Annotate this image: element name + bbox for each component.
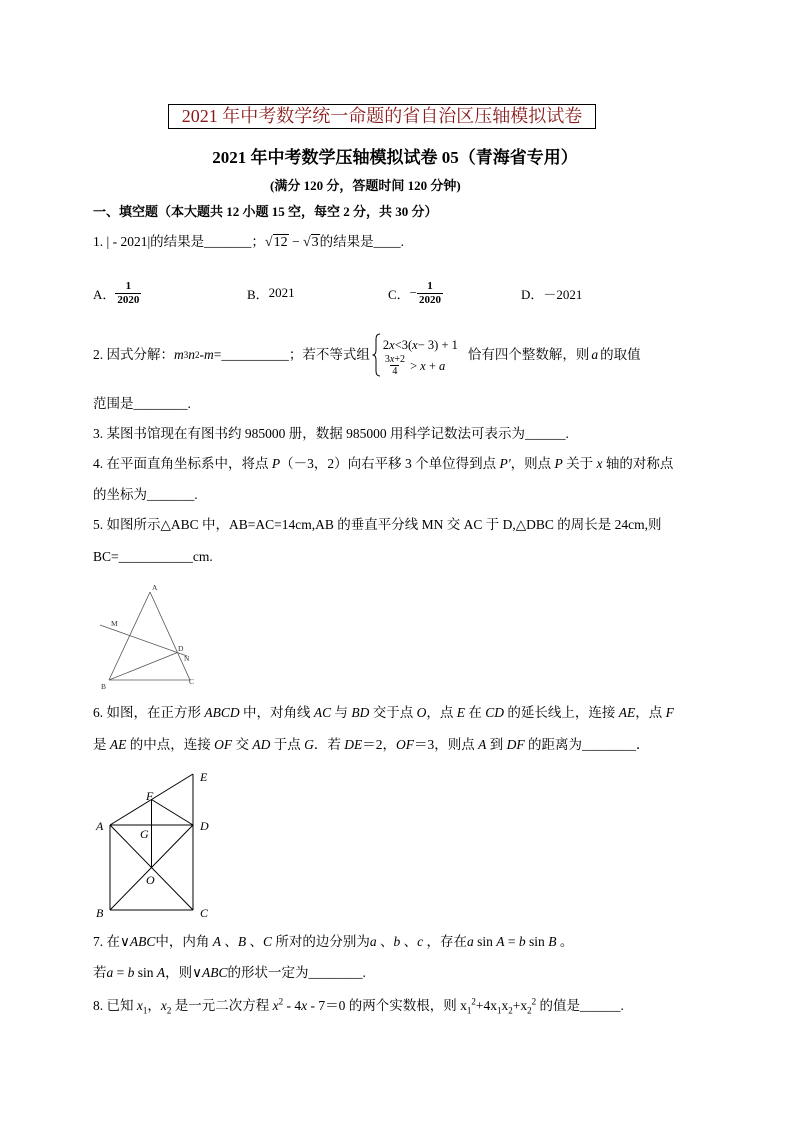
section-heading: 一、填空题（本大题共 12 小题 15 空，每空 2 分，共 30 分）	[93, 204, 438, 219]
subscript: 1	[466, 1005, 472, 1016]
option-b	[247, 278, 295, 308]
var-x: x	[420, 358, 426, 373]
question-3: 3. 某图书馆现在有图书约 985000 册，数据 985000 用科学记数法可表示为______.	[93, 426, 569, 441]
text-segment: 到	[486, 737, 507, 752]
var-x: x	[460, 998, 467, 1013]
math-segment: AE	[618, 705, 636, 720]
exam-subtitle: (满分 120 分，答题时间 120 分钟)	[270, 178, 461, 193]
denominator: 2020	[117, 293, 140, 306]
option-label: D．	[521, 286, 544, 302]
page-title: 2021 年中考数学压轴模拟试卷 05（青海省专用）	[212, 148, 578, 167]
inequality-lines	[383, 334, 458, 376]
math-segment: AE	[109, 737, 127, 752]
radical-sign: √	[302, 235, 311, 250]
var-m: m	[204, 347, 214, 362]
option-value: －2021	[543, 286, 583, 302]
math-segment: c	[417, 934, 424, 949]
text-segment: =	[113, 965, 128, 980]
text-segment: 的中点，连接	[126, 737, 215, 752]
math-segment: P	[271, 456, 281, 471]
text-segment: 的延长线上，连接	[504, 705, 619, 720]
question-4-line-1	[93, 454, 673, 474]
text-segment: 4. 在平面直角坐标系中，将点	[93, 456, 272, 471]
q1-separator: ；	[251, 234, 265, 249]
exponent: 2	[531, 996, 537, 1007]
text-segment: ，存在	[423, 934, 468, 949]
text-segment: 的值是______.	[536, 998, 624, 1013]
label-b: B	[101, 682, 107, 691]
denominator: 2020	[419, 293, 442, 306]
text-segment: ，则	[165, 965, 193, 980]
coefficient: 3	[384, 354, 390, 365]
coefficient: 2	[382, 337, 390, 352]
q2-text: 恰有四个整数解，则	[467, 347, 590, 362]
text-segment: 所对的边分别为	[272, 934, 370, 949]
text-segment: - 7＝0 的两个实数根，则	[307, 998, 461, 1013]
text-segment: 于点	[270, 737, 305, 752]
math-segment: E	[456, 705, 466, 720]
math-segment: ABCD	[204, 705, 240, 720]
text-segment: sin	[473, 934, 497, 949]
sqrt-3	[303, 233, 320, 253]
minus-sign: −	[288, 234, 303, 249]
label-d: D	[200, 819, 209, 833]
question-6-line-1	[93, 703, 674, 723]
text-segment: ＝3，则点	[414, 737, 479, 752]
question-7-line-1	[93, 932, 573, 952]
label-f: F	[146, 789, 154, 803]
math-segment: B	[237, 934, 247, 949]
question-5-line-1: 5. 如图所示△ABC 中，AB=AC=14cm,AB 的垂直平分线 MN 交 AC 于 D,△DBC 的周长是 24cm,则	[93, 517, 662, 532]
text-segment: ，点	[635, 705, 666, 720]
text-segment: 的形状一定为________.	[227, 965, 366, 980]
q1-text: 1. | - 2021|的结果是	[93, 234, 205, 249]
var-x: x	[501, 998, 509, 1013]
subscript: 1	[142, 1005, 148, 1016]
text-segment: 中，对角线	[239, 705, 314, 720]
triangle-figure	[95, 580, 205, 695]
label-d: D	[178, 644, 184, 653]
text-segment: - 4	[283, 998, 302, 1013]
math-segment: P	[554, 456, 563, 471]
expression: − 3) + 1	[417, 337, 458, 352]
subscript: 2	[508, 1005, 513, 1016]
text-segment: 、	[246, 934, 264, 949]
text-segment: ．若	[313, 737, 345, 752]
answer-blank: __________	[221, 347, 289, 362]
var-x: x	[389, 337, 395, 352]
label-a: A	[152, 583, 158, 592]
option-c	[388, 278, 443, 308]
math-segment: AC	[313, 705, 332, 720]
math-segment: b	[393, 934, 401, 949]
math-segment: A	[212, 934, 222, 949]
question-5-line-2: BC=___________cm.	[93, 549, 213, 564]
side-ab	[109, 592, 150, 680]
math-segment: P'	[499, 456, 511, 471]
math-segment: A	[156, 965, 166, 980]
subscript: 2	[527, 1005, 532, 1016]
math-segment: ∨ABC	[120, 934, 156, 949]
text-segment: ＝2，	[362, 737, 396, 752]
text-segment: 、	[400, 934, 418, 949]
label-b: B	[96, 906, 104, 920]
text-segment: 中，内角	[155, 934, 213, 949]
operator: >	[406, 358, 418, 373]
math-segment: O	[416, 705, 427, 720]
answer-blank: ____	[373, 234, 401, 249]
text-segment: +4x	[475, 998, 497, 1013]
q2-text: ；若不等式组	[288, 347, 370, 362]
operator: +	[425, 358, 440, 373]
inequality-system	[372, 333, 458, 377]
segment-fd	[152, 800, 194, 826]
var-x: x	[412, 337, 418, 352]
label-m: M	[111, 619, 118, 628]
radical-sign: √	[264, 235, 273, 250]
text-segment: ，则点	[510, 456, 555, 471]
var-x: x	[272, 998, 279, 1013]
text-segment: sin	[134, 965, 157, 980]
label-e: E	[200, 770, 208, 784]
inequality-1	[383, 334, 458, 355]
numerator: 1	[125, 279, 132, 292]
question-1	[93, 232, 404, 253]
numerator	[383, 354, 407, 365]
math-segment: OF	[396, 737, 414, 752]
math-segment: a	[369, 934, 377, 949]
var-m: m	[174, 347, 184, 362]
math-segment: b	[518, 934, 526, 949]
text-segment: 轴的对称点	[602, 456, 674, 471]
option-label: B．	[247, 286, 269, 302]
text-segment: （－3，2）向右平移 3 个单位得到点	[280, 456, 500, 471]
q2-text: 2. 因式分解：	[93, 347, 174, 362]
question-2-line-2: 范围是________.	[93, 396, 191, 411]
radicand: 3	[311, 235, 319, 250]
series-banner: 2021 年中考数学统一命题的省自治区压轴模拟试卷	[168, 104, 596, 129]
segment-bd	[109, 653, 178, 681]
math-segment: DE	[344, 737, 363, 752]
label-n: N	[184, 654, 190, 663]
q1-end: .	[400, 234, 405, 249]
text-segment: ，点	[426, 705, 457, 720]
var-x: x	[160, 998, 167, 1013]
minus-sign: −	[409, 285, 418, 300]
exponent: 2	[471, 996, 476, 1007]
expression: 3(	[401, 337, 413, 352]
label-o: O	[146, 873, 155, 887]
math-segment: BD	[351, 705, 370, 720]
subscript: 2	[166, 1005, 172, 1016]
text-segment: 8. 已知	[93, 998, 137, 1013]
text-segment: 是	[93, 737, 110, 752]
bisector-mn	[100, 625, 187, 656]
text-segment: 与	[331, 705, 352, 720]
option-d	[521, 278, 582, 308]
var-a: a	[591, 347, 599, 362]
operator: -	[199, 347, 204, 362]
math-segment: a	[467, 934, 474, 949]
label-c: C	[200, 906, 209, 920]
math-segment: B	[548, 934, 557, 949]
option-value: 2021	[268, 285, 295, 300]
question-4-line-2: 的坐标为_______.	[93, 487, 198, 502]
math-segment: b	[127, 965, 135, 980]
text-segment: 若	[93, 965, 107, 980]
denominator: 4	[392, 366, 398, 377]
math-segment: OF	[214, 737, 233, 752]
var-x: x	[136, 998, 143, 1013]
text-segment: 、	[221, 934, 238, 949]
math-segment: x	[596, 456, 603, 471]
subscript: 1	[497, 1005, 502, 1016]
label-c: C	[189, 677, 195, 686]
square-figure	[90, 765, 220, 925]
math-segment: A	[478, 737, 487, 752]
text-segment: 是一元二次方程	[171, 998, 273, 1013]
text-segment: 6. 如图，在正方形	[93, 705, 205, 720]
math-segment: C	[263, 934, 273, 949]
math-segment: AD	[252, 737, 271, 752]
text-segment: 、	[376, 934, 394, 949]
label-a: A	[96, 819, 104, 833]
radicand: 12	[273, 235, 288, 250]
fraction	[417, 280, 443, 307]
question-7-line-2	[93, 963, 366, 983]
fraction	[115, 280, 141, 307]
q2-text: 的取值	[600, 347, 641, 362]
sqrt-12	[265, 233, 289, 253]
option-label: C．	[388, 286, 410, 302]
exponent: 2	[278, 996, 284, 1007]
side-ac	[150, 592, 190, 680]
operator: <	[394, 337, 402, 352]
text-segment: 在	[465, 705, 486, 720]
question-2-line-1: 2. 因式分解： m 3 n 2 - m = __________ ；若不等式组 2 x < 3( x − 3) + 1 $\frac{3x+2}{4}$ > x + a 恰有四个整数解，则 a 的取值	[93, 333, 641, 377]
text-segment: 交	[232, 737, 253, 752]
text-segment: 交于点	[369, 705, 417, 720]
text-segment: 。	[556, 934, 574, 949]
option-label: A．	[93, 286, 116, 302]
math-segment: F	[665, 705, 674, 720]
text-segment: ，	[147, 998, 161, 1013]
text-segment: 7. 在	[93, 934, 120, 949]
expression: +2	[394, 354, 405, 365]
fraction	[383, 354, 407, 377]
math-segment: G	[304, 737, 314, 752]
text-segment: sin	[525, 934, 549, 949]
text-segment: 关于	[562, 456, 597, 471]
question-6-line-2	[93, 735, 650, 755]
answer-blank: _______	[204, 234, 252, 249]
question-8	[93, 996, 624, 1016]
var-x: x	[389, 354, 395, 365]
label-g: G	[140, 827, 149, 841]
text-segment: =	[504, 934, 519, 949]
text-segment: +x	[512, 998, 528, 1013]
left-brace-icon	[372, 333, 381, 377]
inequality-2	[383, 355, 458, 376]
math-segment: DF	[506, 737, 525, 752]
math-segment: CD	[485, 705, 505, 720]
numerator: 1	[427, 279, 433, 292]
var-a: a	[439, 358, 446, 373]
var-n: n	[188, 347, 195, 362]
equals: =	[213, 347, 222, 362]
q1-text: 的结果是	[319, 234, 374, 249]
var-x: x	[301, 998, 308, 1013]
option-a	[93, 278, 141, 308]
math-segment: ∨ABC	[192, 965, 228, 980]
math-segment: a	[106, 965, 114, 980]
math-segment: A	[496, 934, 505, 949]
text-segment: 的距离为________．	[524, 737, 650, 752]
